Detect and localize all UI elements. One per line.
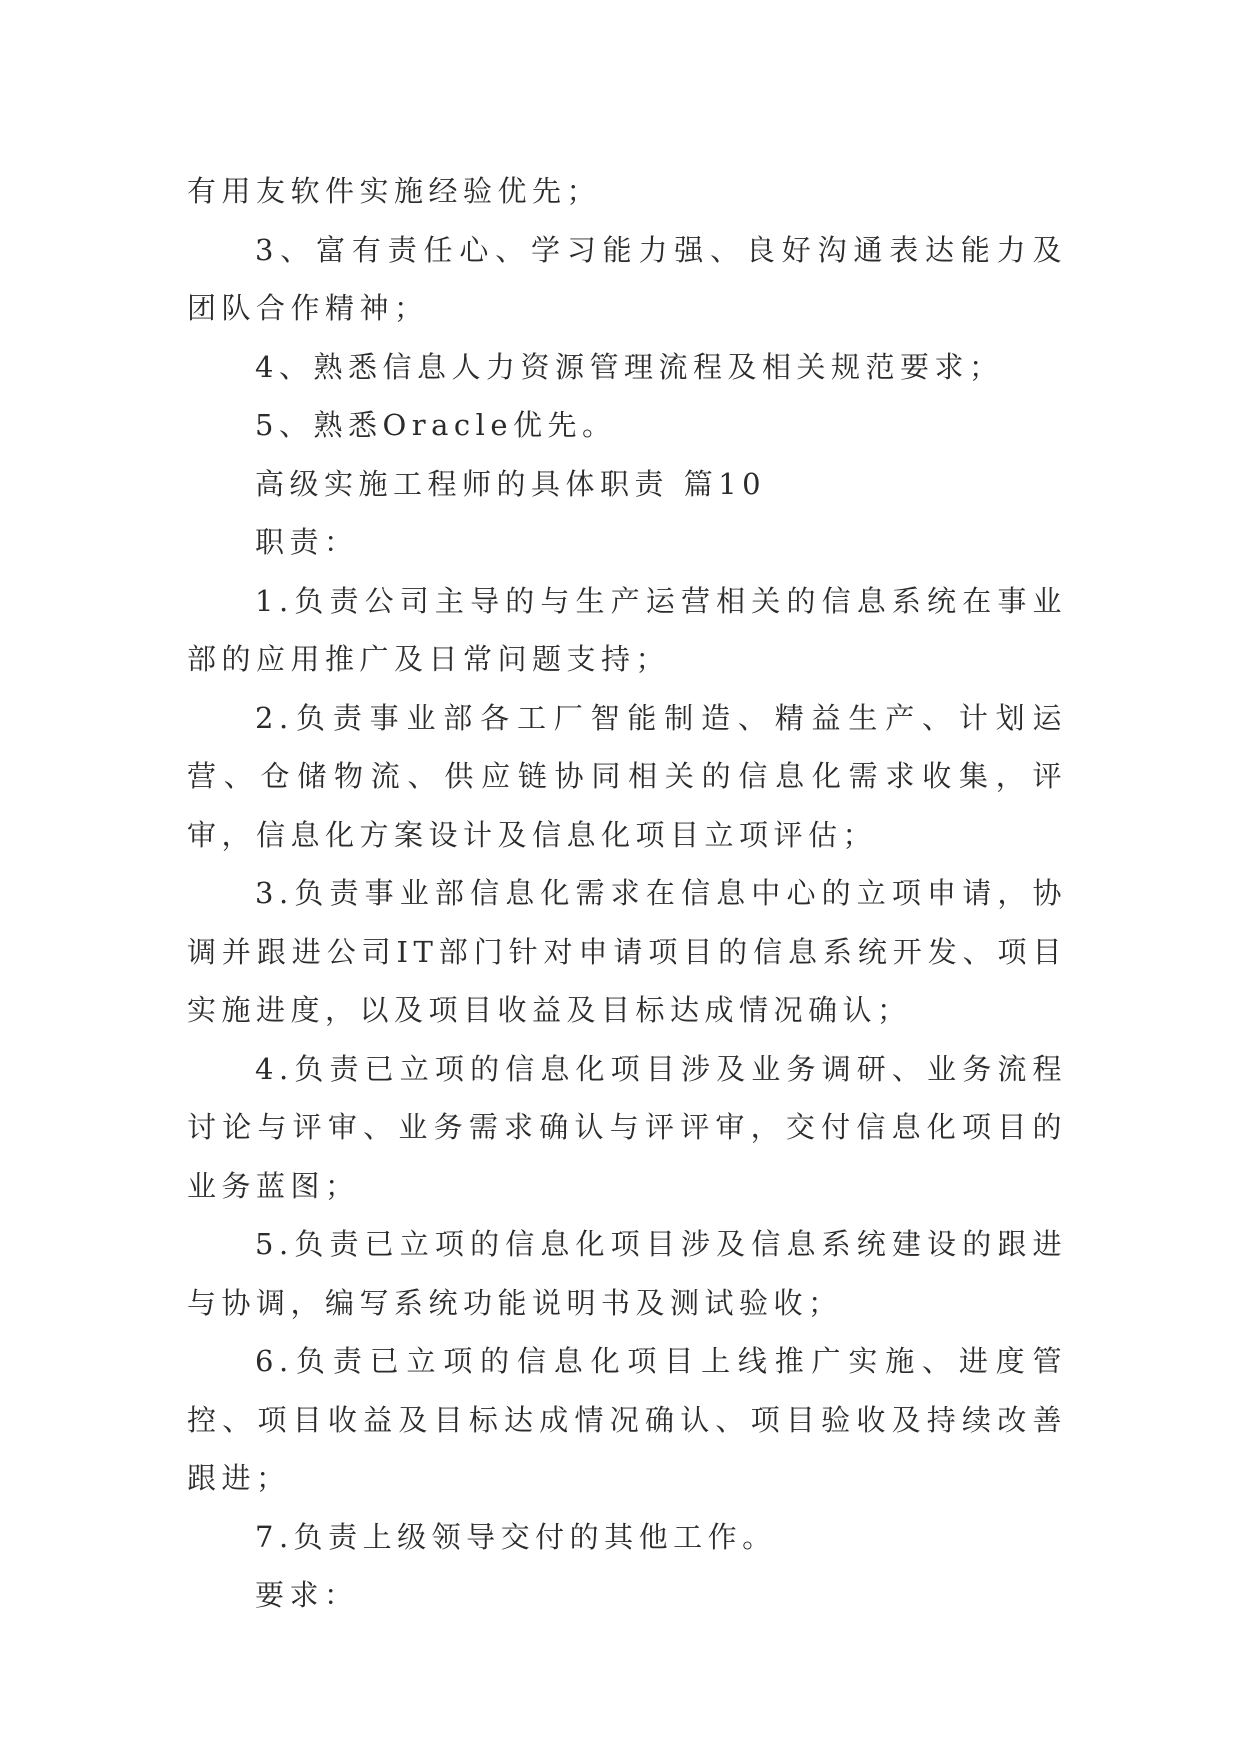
requirements-label: 要求： bbox=[255, 1578, 359, 1612]
paragraph-continuation: 有用友软件实施经验优先； bbox=[187, 174, 602, 208]
duty-item-7: 7.负责上级领导交付的其他工作。 bbox=[255, 1519, 777, 1554]
document-body bbox=[187, 162, 1067, 1625]
duty-item-6: 6.负责已立项的信息化项目上线推广实施、进度管控、项目收益及目标达成情况确认、项目验收及持续改善跟进； bbox=[187, 1344, 1067, 1495]
duties-label: 职责： bbox=[255, 525, 359, 559]
requirement-item-4: 4、熟悉信息人力资源管理流程及相关规范要求； bbox=[255, 349, 1004, 384]
duty-item-2: 2.负责事业部各工厂智能制造、精益生产、计划运营、仓储物流、供应链协同相关的信息化需求收集，评审，信息化方案设计及信息化项目立项评估； bbox=[187, 700, 1067, 852]
section-heading: 高级实施工程师的具体职责 篇10 bbox=[255, 466, 767, 501]
duty-item-1: 1.负责公司主导的与生产运营相关的信息系统在事业部的应用推广及日常问题支持； bbox=[187, 583, 1067, 676]
duty-item-5: 5.负责已立项的信息化项目涉及信息系统建设的跟进与协调，编写系统功能说明书及测试验收； bbox=[187, 1227, 1067, 1320]
duty-item-4: 4.负责已立项的信息化项目涉及业务调研、业务流程讨论与评审、业务需求确认与评评审，交付信息化项目的业务蓝图； bbox=[187, 1051, 1067, 1203]
requirement-item-5: 5、熟悉Oracle优先。 bbox=[255, 408, 617, 442]
requirement-item-3: 3、富有责任心、学习能力强、良好沟通表达能力及团队合作精神； bbox=[187, 232, 1067, 325]
duty-item-3: 3.负责事业部信息化需求在信息中心的立项申请，协调并跟进公司IT部门针对申请项目的信息系统开发、项目实施进度，以及项目收益及目标达成情况确认； bbox=[187, 876, 1067, 1027]
